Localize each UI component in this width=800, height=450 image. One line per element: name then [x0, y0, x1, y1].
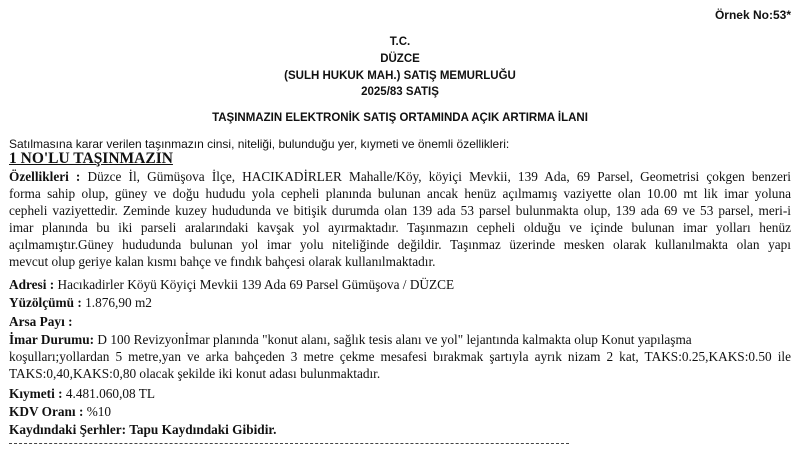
- area-label: Yüzölçümü :: [9, 295, 86, 310]
- intro-text: Satılmasına karar verilen taşınmazın cinsi, niteliği, bulunduğu yer, kıymeti ve önemli özellikleri:: [9, 137, 510, 151]
- area-row: [9, 294, 791, 311]
- header-office: (SULH HUKUK MAH.) SATIŞ MEMURLUĞU: [284, 70, 516, 82]
- address-value: Hacıkadirler Köyü Köyiçi Mevkii 139 Ada 69 Parsel Gümüşova / DÜZCE: [57, 277, 455, 292]
- value-label: Kıymeti :: [9, 386, 66, 401]
- features-line: açılmamıştır.Güney hududunda bulunan yol imar yolu niteliğinde değildir. Taşınmaz üzerinde mesken olarak kullanılmakta olan yapı: [9, 237, 791, 252]
- address-row: [9, 276, 791, 293]
- section-divider: [9, 443, 569, 444]
- share-row: [9, 313, 791, 330]
- vat-row: [9, 403, 791, 420]
- zoning-line: D 100 Revizyonİmar planında "konut alanı, sağlık tesis alanı ve yol" lejantında kalmakta olup Konut yapılaşma: [97, 332, 692, 347]
- features-label: Özellikleri :: [9, 169, 88, 184]
- header-city: DÜZCE: [380, 53, 420, 65]
- features-line: forma sahip olup, güney ve doğu hududu yola cepheli planında bulunan ancak henüz açılmamış vaziyette olan 10.00 mt lik imar yoluna: [9, 186, 791, 201]
- features-line: imar planında bu iki parseli aralarındaki kavşak yol ayırmaktadır. Taşınmazın cepheli olduğu ve içinde bulunan imar yolları henüz: [9, 220, 791, 235]
- vat-value: %10: [86, 404, 112, 419]
- encumbrance-label: Kaydındaki Şerhler:: [9, 422, 130, 437]
- area-value: 1.876,90 m2: [85, 295, 152, 310]
- zoning-label: İmar Durumu:: [9, 332, 98, 347]
- zoning-line: TAKS:0,40,KAKS:0,80 olacak şekilde iki konut adası bulunmaktadır.: [9, 366, 381, 381]
- encumbrance-value: Tapu Kaydındaki Gibidir.: [129, 422, 277, 437]
- share-label: Arsa Payı :: [9, 314, 73, 329]
- sample-number: Örnek No:53*: [714, 8, 791, 22]
- header-tc: T.C.: [389, 36, 411, 48]
- zoning-paragraph: [9, 331, 791, 382]
- features-line: mevcut olup geriye kalan kısmı bahçe ve fındık bahçesi olarak kullanılmaktadır.: [9, 254, 436, 269]
- zoning-line: koşulları;yollardan 5 metre,yan ve arka bahçeden 3 metre çekme mesafesi bırakmak şartıyla ayrık nizam 2 kat, TAKS:0.25,KAKS:0.50 ile: [9, 349, 791, 364]
- encumbrance-row: [9, 421, 791, 438]
- vat-label: KDV Oranı :: [9, 404, 87, 419]
- features-paragraph: [9, 168, 791, 270]
- value-amount: 4.481.060,08 TL: [65, 386, 156, 401]
- address-label: Adresi :: [9, 277, 58, 292]
- header-file-no: 2025/83 SATIŞ: [361, 86, 439, 98]
- value-row: [9, 385, 791, 402]
- features-line: Düzce İl, Gümüşova İlçe, HACIKADİRLER Mahalle/Köy, köyiçi Mevkii, 139 Ada, 69 Parsel, Geometrisi çokgen benzeri: [87, 169, 791, 184]
- property-heading: 1 NO'LU TAŞINMAZIN: [9, 150, 173, 167]
- announcement-title: TAŞINMAZIN ELEKTRONİK SATIŞ ORTAMINDA AÇIK ARTIRMA İLANI: [212, 112, 588, 124]
- features-line: cepheli vaziyettedir. Zeminde kuzey hududunda ve bitişik durumda olan 139 ada 53 parsel bulunmakta olup, 139 ada 69 ve 53 parsel, meri-i: [9, 203, 791, 218]
